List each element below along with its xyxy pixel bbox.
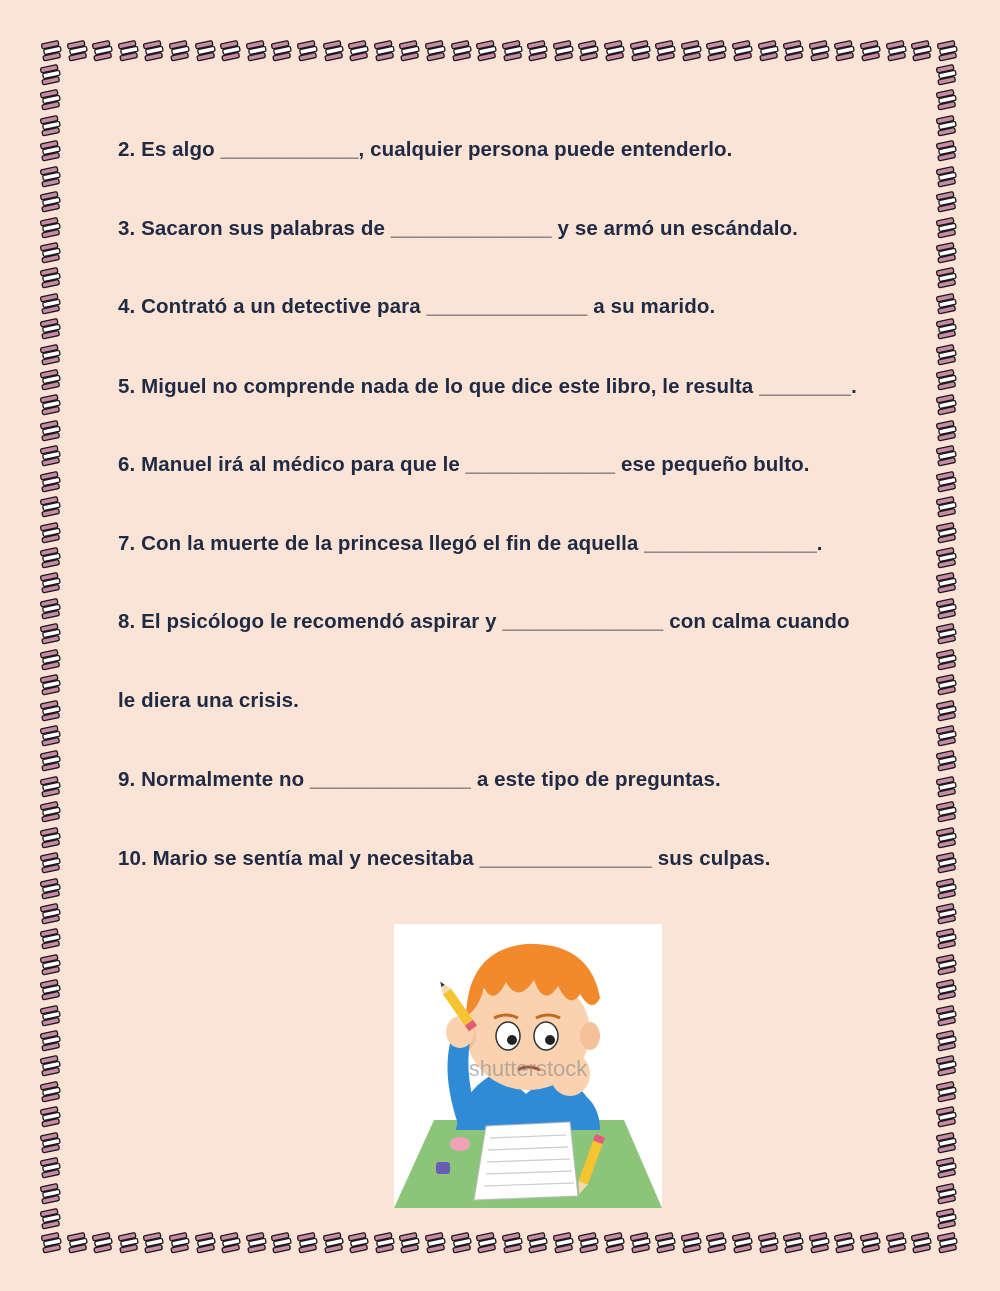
book-stack-icon <box>347 1232 371 1254</box>
book-stack-icon <box>808 1232 832 1254</box>
book-stack-icon <box>39 217 63 239</box>
book-stack-icon <box>40 1232 64 1254</box>
book-stack-icon <box>373 40 397 62</box>
book-stack-icon <box>168 1232 192 1254</box>
book-stack-icon <box>296 1232 320 1254</box>
book-stack-icon <box>936 40 960 62</box>
book-stack-icon <box>39 1030 63 1052</box>
book-stack-icon <box>39 115 63 137</box>
book-stack-icon <box>654 40 678 62</box>
book-stack-icon <box>757 1232 781 1254</box>
book-stack-icon <box>935 572 959 594</box>
book-stack-icon <box>91 40 115 62</box>
book-stack-icon <box>168 40 192 62</box>
book-stack-icon <box>39 420 63 442</box>
book-stack-icon <box>424 40 448 62</box>
border-left <box>38 64 64 1230</box>
book-stack-icon <box>39 674 63 696</box>
sentence-4: 4. Contrató a un detective para ______________ a su marido. <box>118 295 716 318</box>
right-pupil <box>545 1035 555 1045</box>
book-stack-icon <box>39 928 63 950</box>
book-stack-icon <box>39 572 63 594</box>
book-stack-icon <box>39 1132 63 1154</box>
book-stack-icon <box>935 1081 959 1103</box>
book-stack-icon <box>66 40 90 62</box>
book-stack-icon <box>117 40 141 62</box>
book-stack-icon <box>142 1232 166 1254</box>
book-stack-icon <box>39 191 63 213</box>
book-stack-icon <box>935 852 959 874</box>
book-stack-icon <box>450 40 474 62</box>
book-stack-icon <box>245 1232 269 1254</box>
book-stack-icon <box>935 547 959 569</box>
book-stack-icon <box>654 1232 678 1254</box>
book-stack-icon <box>936 1232 960 1254</box>
book-stack-icon <box>39 293 63 315</box>
book-stack-icon <box>935 827 959 849</box>
book-stack-icon <box>39 598 63 620</box>
book-stack-icon <box>935 191 959 213</box>
book-stack-icon <box>935 344 959 366</box>
book-stack-icon <box>501 1232 525 1254</box>
book-stack-icon <box>39 1005 63 1027</box>
book-stack-icon <box>40 40 64 62</box>
book-stack-icon <box>39 1208 63 1230</box>
boy-thinking-icon <box>394 924 662 1208</box>
book-stack-icon <box>39 852 63 874</box>
book-stack-icon <box>808 40 832 62</box>
book-stack-icon <box>935 1055 959 1077</box>
book-stack-icon <box>757 40 781 62</box>
book-stack-icon <box>680 40 704 62</box>
book-stack-icon <box>66 1232 90 1254</box>
book-stack-icon <box>935 750 959 772</box>
book-stack-icon <box>935 318 959 340</box>
book-stack-icon <box>935 700 959 722</box>
book-stack-icon <box>935 115 959 137</box>
book-stack-icon <box>935 725 959 747</box>
book-stack-icon <box>39 445 63 467</box>
book-stack-icon <box>782 40 806 62</box>
sentence-8: 8. El psicólogo le recomendó aspirar y ______________ con calma cuando <box>118 610 850 633</box>
book-stack-icon <box>526 1232 550 1254</box>
book-stack-icon <box>39 166 63 188</box>
book-stack-icon <box>526 40 550 62</box>
book-stack-icon <box>833 40 857 62</box>
book-stack-icon <box>39 64 63 86</box>
book-stack-icon <box>39 344 63 366</box>
book-stack-icon <box>935 217 959 239</box>
sentence-10: 10. Mario se sentía mal y necesitaba _______________ sus culpas. <box>118 847 771 870</box>
book-stack-icon <box>322 1232 346 1254</box>
book-stack-icon <box>39 89 63 111</box>
book-stack-icon <box>39 623 63 645</box>
book-stack-icon <box>859 1232 883 1254</box>
book-stack-icon <box>935 445 959 467</box>
book-stack-icon <box>475 1232 499 1254</box>
book-stack-icon <box>39 547 63 569</box>
book-stack-icon <box>39 878 63 900</box>
book-stack-icon <box>935 293 959 315</box>
book-stack-icon <box>935 1132 959 1154</box>
book-stack-icon <box>39 801 63 823</box>
book-stack-icon <box>194 40 218 62</box>
book-stack-icon <box>117 1232 141 1254</box>
book-stack-icon <box>296 40 320 62</box>
book-stack-icon <box>39 1183 63 1205</box>
book-stack-icon <box>680 1232 704 1254</box>
book-stack-icon <box>270 40 294 62</box>
book-stack-icon <box>39 1081 63 1103</box>
book-stack-icon <box>935 674 959 696</box>
book-stack-icon <box>629 1232 653 1254</box>
book-stack-icon <box>603 1232 627 1254</box>
sentence-9: 9. Normalmente no ______________ a este tipo de preguntas. <box>118 768 721 791</box>
book-stack-icon <box>935 420 959 442</box>
book-stack-icon <box>450 1232 474 1254</box>
book-stack-icon <box>935 140 959 162</box>
book-stack-icon <box>270 1232 294 1254</box>
book-stack-icon <box>935 64 959 86</box>
book-stack-icon <box>245 40 269 62</box>
book-stack-icon <box>935 471 959 493</box>
book-stack-icon <box>935 369 959 391</box>
book-stack-icon <box>91 1232 115 1254</box>
book-stack-icon <box>39 369 63 391</box>
book-stack-icon <box>935 522 959 544</box>
border-right <box>934 64 960 1230</box>
book-stack-icon <box>935 801 959 823</box>
book-stack-icon <box>39 979 63 1001</box>
book-stack-icon <box>629 40 653 62</box>
book-stack-icon <box>910 40 934 62</box>
boy-thinking-illustration <box>394 924 662 1208</box>
book-stack-icon <box>39 394 63 416</box>
book-stack-icon <box>885 40 909 62</box>
book-stack-icon <box>39 471 63 493</box>
book-stack-icon <box>39 700 63 722</box>
border-bottom <box>40 1230 960 1256</box>
book-stack-icon <box>705 1232 729 1254</box>
book-stack-icon <box>39 725 63 747</box>
book-stack-icon <box>935 166 959 188</box>
book-stack-icon <box>39 242 63 264</box>
book-stack-icon <box>219 40 243 62</box>
right-eye <box>534 1022 558 1050</box>
sentence-8-continued: le diera una crisis. <box>118 689 299 712</box>
book-stack-icon <box>885 1232 909 1254</box>
book-stack-icon <box>935 496 959 518</box>
book-stack-icon <box>552 1232 576 1254</box>
sentence-3: 3. Sacaron sus palabras de ______________ y se armó un escándalo. <box>118 217 798 240</box>
book-stack-icon <box>577 40 601 62</box>
book-stack-icon <box>39 267 63 289</box>
book-stack-icon <box>577 1232 601 1254</box>
book-stack-icon <box>603 40 627 62</box>
book-stack-icon <box>935 1005 959 1027</box>
eraser <box>450 1137 470 1151</box>
book-stack-icon <box>475 40 499 62</box>
book-stack-icon <box>935 649 959 671</box>
book-stack-icon <box>935 979 959 1001</box>
book-stack-icon <box>935 878 959 900</box>
book-stack-icon <box>935 242 959 264</box>
book-stack-icon <box>859 40 883 62</box>
book-stack-icon <box>833 1232 857 1254</box>
book-stack-icon <box>398 40 422 62</box>
sentence-7: 7. Con la muerte de la princesa llegó el fin de aquella _______________. <box>118 532 823 555</box>
book-stack-icon <box>782 1232 806 1254</box>
book-stack-icon <box>910 1232 934 1254</box>
sentence-2: 2. Es algo ____________, cualquier persona puede entenderlo. <box>118 138 733 161</box>
book-stack-icon <box>935 1106 959 1128</box>
book-stack-icon <box>39 140 63 162</box>
book-stack-icon <box>731 1232 755 1254</box>
watermark: shutterstock <box>468 1056 588 1081</box>
book-stack-icon <box>194 1232 218 1254</box>
book-stack-icon <box>373 1232 397 1254</box>
book-stack-icon <box>552 40 576 62</box>
sentence-6: 6. Manuel irá al médico para que le _____________ ese pequeño bulto. <box>118 453 810 476</box>
book-stack-icon <box>935 1157 959 1179</box>
book-stack-icon <box>39 903 63 925</box>
book-stack-icon <box>935 776 959 798</box>
book-stack-icon <box>935 954 959 976</box>
book-stack-icon <box>39 649 63 671</box>
book-stack-icon <box>705 40 729 62</box>
left-eye <box>496 1022 520 1050</box>
book-stack-icon <box>935 394 959 416</box>
book-stack-icon <box>935 903 959 925</box>
book-stack-icon <box>39 522 63 544</box>
sentence-5: 5. Miguel no comprende nada de lo que dice este libro, le resulta ________. <box>118 375 857 398</box>
book-stack-icon <box>39 1055 63 1077</box>
book-stack-icon <box>935 928 959 950</box>
book-stack-icon <box>39 750 63 772</box>
book-stack-icon <box>935 598 959 620</box>
book-stack-icon <box>322 40 346 62</box>
book-stack-icon <box>935 623 959 645</box>
book-stack-icon <box>39 1157 63 1179</box>
book-stack-icon <box>39 318 63 340</box>
book-stack-icon <box>935 1030 959 1052</box>
book-stack-icon <box>39 827 63 849</box>
book-stack-icon <box>424 1232 448 1254</box>
book-stack-icon <box>935 1208 959 1230</box>
book-stack-icon <box>39 776 63 798</box>
book-stack-icon <box>39 954 63 976</box>
book-stack-icon <box>347 40 371 62</box>
book-stack-icon <box>935 1183 959 1205</box>
book-stack-icon <box>39 1106 63 1128</box>
right-ear <box>580 1022 600 1050</box>
book-stack-icon <box>501 40 525 62</box>
book-stack-icon <box>935 267 959 289</box>
book-stack-icon <box>219 1232 243 1254</box>
book-stack-icon <box>398 1232 422 1254</box>
left-pupil <box>507 1035 517 1045</box>
book-stack-icon <box>39 496 63 518</box>
border-top <box>40 38 960 64</box>
book-stack-icon <box>935 89 959 111</box>
book-stack-icon <box>142 40 166 62</box>
book-stack-icon <box>731 40 755 62</box>
sharpener <box>436 1162 450 1174</box>
